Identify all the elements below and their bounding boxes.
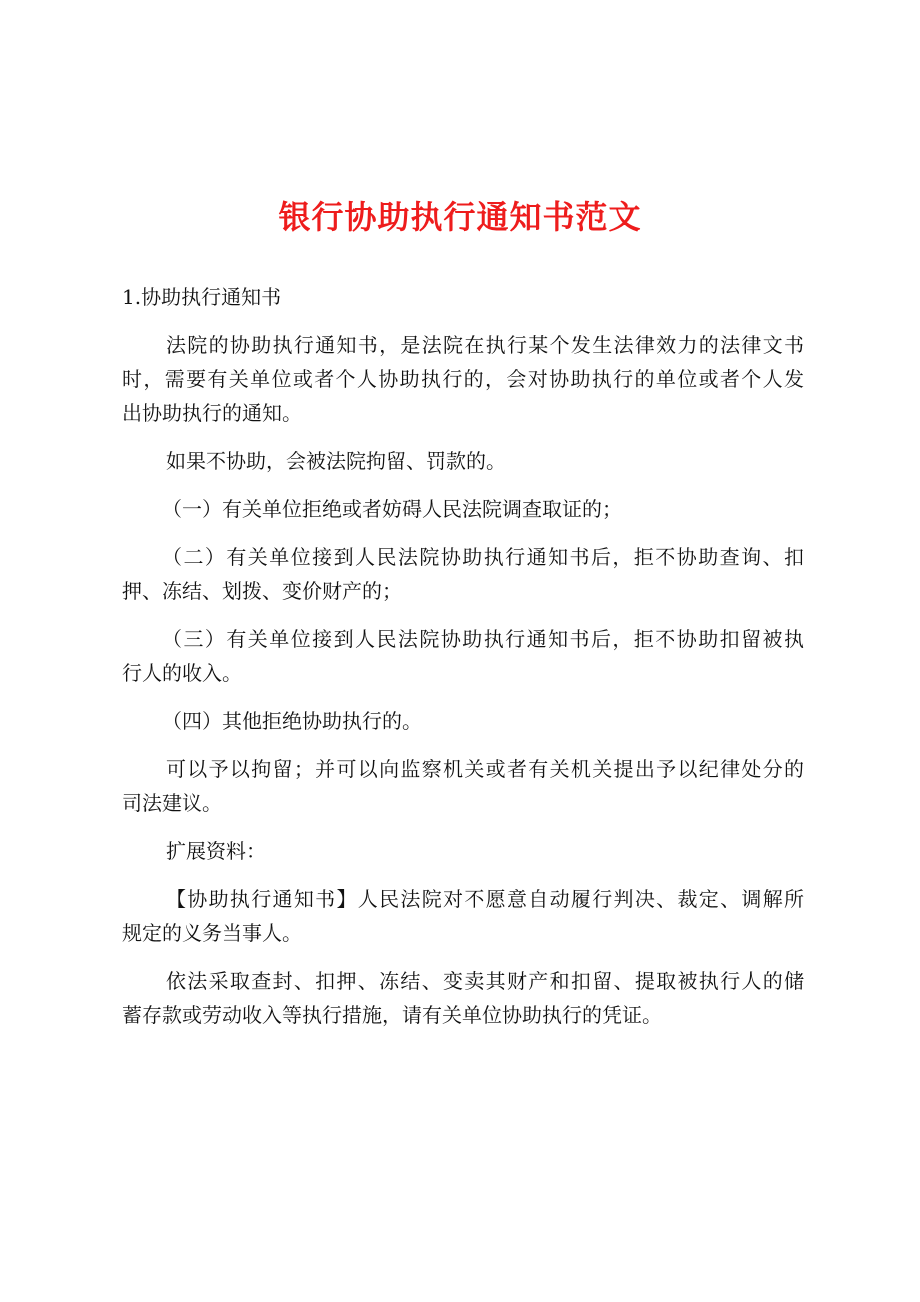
paragraph-measures [122, 964, 804, 1032]
paragraph-definition [122, 328, 804, 430]
paragraph-line: 扩展资料： [166, 839, 266, 863]
section-heading: 1.协助执行通知书 [122, 285, 282, 309]
paragraph-line: 依法采取查封、扣押、冻结、变卖其财产和扣留、提取被执行人的储 [166, 969, 804, 993]
document-title: 银行协助执行通知书范文 [278, 198, 642, 236]
paragraph-line: （三）有关单位接到人民法院协助执行通知书后，拒不协助扣留被执 [162, 627, 804, 651]
paragraph-line: 如果不协助，会被法院拘留、罚款的。 [166, 449, 506, 473]
paragraph-line: （四）其他拒绝协助执行的。 [162, 709, 422, 733]
paragraph-line: 【协助执行通知书】人民法院对不愿意自动履行判决、裁定、调解所 [166, 887, 804, 911]
paragraph-line: 蓄存款或劳动收入等执行措施，请有关单位协助执行的凭证。 [122, 1003, 662, 1027]
paragraph-item-2 [122, 540, 804, 608]
paragraph-extended-definition [122, 882, 804, 950]
paragraph-extended-label [122, 834, 804, 868]
paragraph-line: 押、冻结、划拨、变价财产的； [122, 579, 402, 603]
paragraph-item-4 [122, 704, 804, 738]
document-body [122, 280, 804, 1032]
paragraph-item-1 [122, 492, 804, 526]
paragraph-line: （一）有关单位拒绝或者妨碍人民法院调查取证的； [162, 497, 622, 521]
paragraph-line: 法院的协助执行通知书，是法院在执行某个发生法律效力的法律文书 [166, 333, 804, 357]
paragraph-line: （二）有关单位接到人民法院协助执行通知书后，拒不协助查询、扣 [162, 545, 804, 569]
paragraph-line: 时，需要有关单位或者个人协助执行的，会对协助执行的单位或者个人发 [122, 367, 804, 391]
paragraph-line: 出协助执行的通知。 [122, 401, 302, 425]
paragraph-line: 司法建议。 [122, 791, 222, 815]
paragraph-line: 可以予以拘留；并可以向监察机关或者有关机关提出予以纪律处分的 [166, 757, 804, 781]
paragraph-line: 规定的义务当事人。 [122, 921, 302, 945]
paragraph-penalty [122, 444, 804, 478]
paragraph-item-3 [122, 622, 804, 690]
paragraph-detention [122, 752, 804, 820]
paragraph-line: 行人的收入。 [122, 661, 242, 685]
